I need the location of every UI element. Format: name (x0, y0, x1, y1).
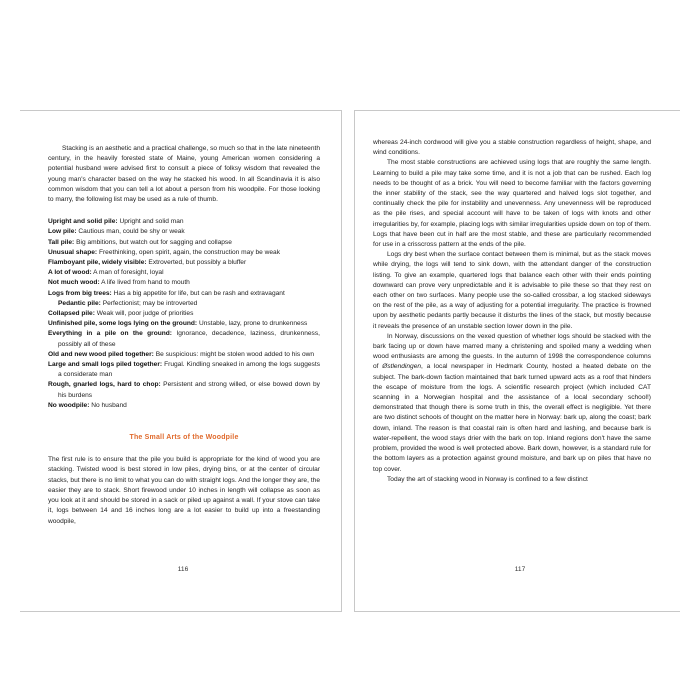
list-term: Tall pile: (48, 238, 75, 246)
page-number-left: 116 (177, 566, 189, 573)
list-term: Collapsed pile: (48, 310, 95, 318)
list-desc: Big ambitions, but watch out for sagging and collapse (76, 238, 232, 246)
list-desc: Frugal. Kindling sneaked in among the logs suggests a considerate man (58, 361, 320, 379)
list-item (48, 380, 320, 400)
list-term: Low pile: (48, 228, 77, 236)
list-desc: Persistent and strong willed, or else bowed down by his burdens (58, 381, 320, 399)
list-item (48, 227, 320, 237)
list-desc: Weak will, poor judge of priorities (96, 310, 194, 318)
section-paragraph: The first rule is to ensure that the pile you build is appropriate for the kind of wood you are stacking. Twisted wood is best stored in low piles, drying bins, or at the center of circular stacks, but there is no limit to what you can do with straight logs. And the longer they are, the easier they are to stack. Short firewood under 10 inches in length will collapse as soon as you look at it and should be stored in a sack or piled up against a wall. If your stove can take it, logs between 14 and 16 inches long are a lot easier to build up into a freestanding woodpile, (48, 456, 320, 525)
list-desc: Be suspicious: might be stolen wood added to his own (155, 350, 315, 358)
list-item (48, 319, 320, 329)
list-item (48, 268, 320, 278)
list-term: Flamboyant pile, widely visible: (48, 259, 147, 267)
list-desc: Ignorance, decadence, laziness, drunkenness, possibly all of these (58, 330, 320, 348)
list-item (48, 289, 320, 299)
list-desc: Perfectionist; may be introverted (102, 299, 198, 307)
list-desc: Upright and solid man (119, 218, 184, 226)
list-item (48, 238, 320, 248)
right-page-text (373, 138, 651, 485)
list-term: A lot of wood: (48, 269, 92, 277)
list-desc: No husband (91, 401, 127, 409)
list-item (48, 360, 320, 380)
logs-dry-paragraph: Logs dry best when the surface contact between them is minimal, but as the stack moves while drying, the logs will tend to sink down, with the attendant danger of the construction listing. To give an example, quartered logs that balance each other with their ends pointing downward can prove very unpredictable and it is advisable to pile these so that they rest on each other on two surfaces. Many people use the so-called crossbar, a log stacked sideways on the rest of the pile, as a way of adjusting for a potential irregularity. The practice is frowned upon by aesthetic pedants partly because it disturbs the lines of the stack, but mostly because it reveals the presence of an unstable section lower down in the pile. (373, 251, 651, 330)
final-paragraph: Today the art of stacking wood in Norway is confined to a few distinct (387, 475, 588, 483)
list-item (48, 309, 320, 319)
list-item (48, 278, 320, 288)
list-term: Large and small logs piled together: (48, 361, 163, 369)
list-item (48, 329, 320, 349)
newspaper-title: Østlendingen (382, 363, 422, 371)
list-term: Unfinished pile, some logs lying on the ground: (48, 320, 198, 328)
list-term: Unusual shape: (48, 248, 98, 256)
list-desc: Cautious man, could be shy or weak (78, 228, 185, 236)
right-page (354, 110, 680, 612)
list-term: Pedantic pile: (58, 299, 101, 307)
list-desc: Freethinking, open spirit, again, the construction may be weak (98, 248, 281, 256)
list-desc: Unstable, lazy, prone to drunkenness (198, 320, 308, 328)
section-heading: The Small Arts of the Woodpile (129, 434, 239, 442)
list-item (48, 401, 320, 411)
norway-text-after: , a local newspaper in Hedmark County, hosted a heated debate on the subject. The bark-down faction maintained that bark turned upward acts as a roof that hinders the escape of moisture from the logs. A scientific research project (which included CAT scanning in a Norwegian hospital and the assistance of a local secondary school!) demonstrated that though there is some truth in this, the overall effect is negligible. Yet there are two distinct schools of thought on the matter here in Norway: bark up, along the coast; bark down, inland. The reason is that coastal rain is often hard and lashing, and because bark is water-repellent, the wood stays drier with the bark on top. Inland regions don't have the same problem, provided the wood is well protected above. Bark down, however, is a standard rule for the bottom layers as a protection against ground moisture, and bark up on piles that have no top cover. (373, 363, 651, 473)
stable-constructions-paragraph: The most stable constructions are achieved using logs that are roughly the same length. Learning to build a pile may take some time, and it is not a job that can be rushed. Each log needs to be thought of as a brick. You will need to become familiar with the factors governing the inner stability of the stack, see the way quartered and halved logs slot together, and continually check the pile for instability and unevenness. Any unevenness will be reproduced as the pile rises, and special account will have to be taken of logs with knots and other irregularities by, for example, placing logs with similar irregularities upside down on top of them. Logs that have been cut in half are the most stable, and these are particularly recommended for use in a crisscross pattern at the ends of the pile. (373, 159, 651, 249)
list-item (48, 248, 320, 258)
woodpile-character-list (48, 217, 320, 411)
list-item (48, 217, 320, 227)
left-page-text (48, 144, 320, 527)
page-number-right: 117 (514, 566, 526, 573)
list-term: Not much wood: (48, 279, 100, 287)
continuation-paragraph: whereas 24-inch cordwood will give you a stable construction regardless of height, shape, and wind conditions. (373, 139, 651, 157)
list-desc: Has a big appetite for life, but can be rash and extravagant (113, 289, 285, 297)
list-desc: Extroverted, but possibly a bluffer (148, 259, 247, 267)
list-desc: A life lived from hand to mouth (101, 279, 190, 287)
list-term: Upright and solid pile: (48, 218, 118, 226)
list-item (48, 299, 320, 309)
norway-paragraph (373, 332, 651, 475)
left-page (20, 110, 342, 612)
list-item (48, 350, 320, 360)
norway-text-before: In Norway, discussions on the vexed question of whether logs should be stacked with the bark facing up or down have marred many a christening and spoiled many a wedding when wood enthusiasts are among the guests. In the autumn of 1998 the correspondence columns of (373, 332, 651, 371)
list-term: Rough, gnarled logs, hard to chop: (48, 381, 161, 389)
list-term: Everything in a pile on the ground: (48, 330, 173, 338)
list-item (48, 258, 320, 268)
list-term: Logs from big trees: (48, 289, 112, 297)
intro-paragraph: Stacking is an aesthetic and a practical challenge, so much so that in the late nineteenth century, in the heavily forested state of Maine, young American women considering a potential husband were advised first to consult a piece of folksy wisdom that revealed the young man's character based on the way he stacked his wood. In all Scandinavia it is also common wisdom that you can tell a lot about a person from his woodpile. For those looking to marry, the following list may be used as a rule of thumb. (48, 145, 320, 204)
list-term: No woodpile: (48, 401, 90, 409)
list-desc: A man of foresight, loyal (93, 269, 164, 277)
list-term: Old and new wood piled together: (48, 350, 154, 358)
